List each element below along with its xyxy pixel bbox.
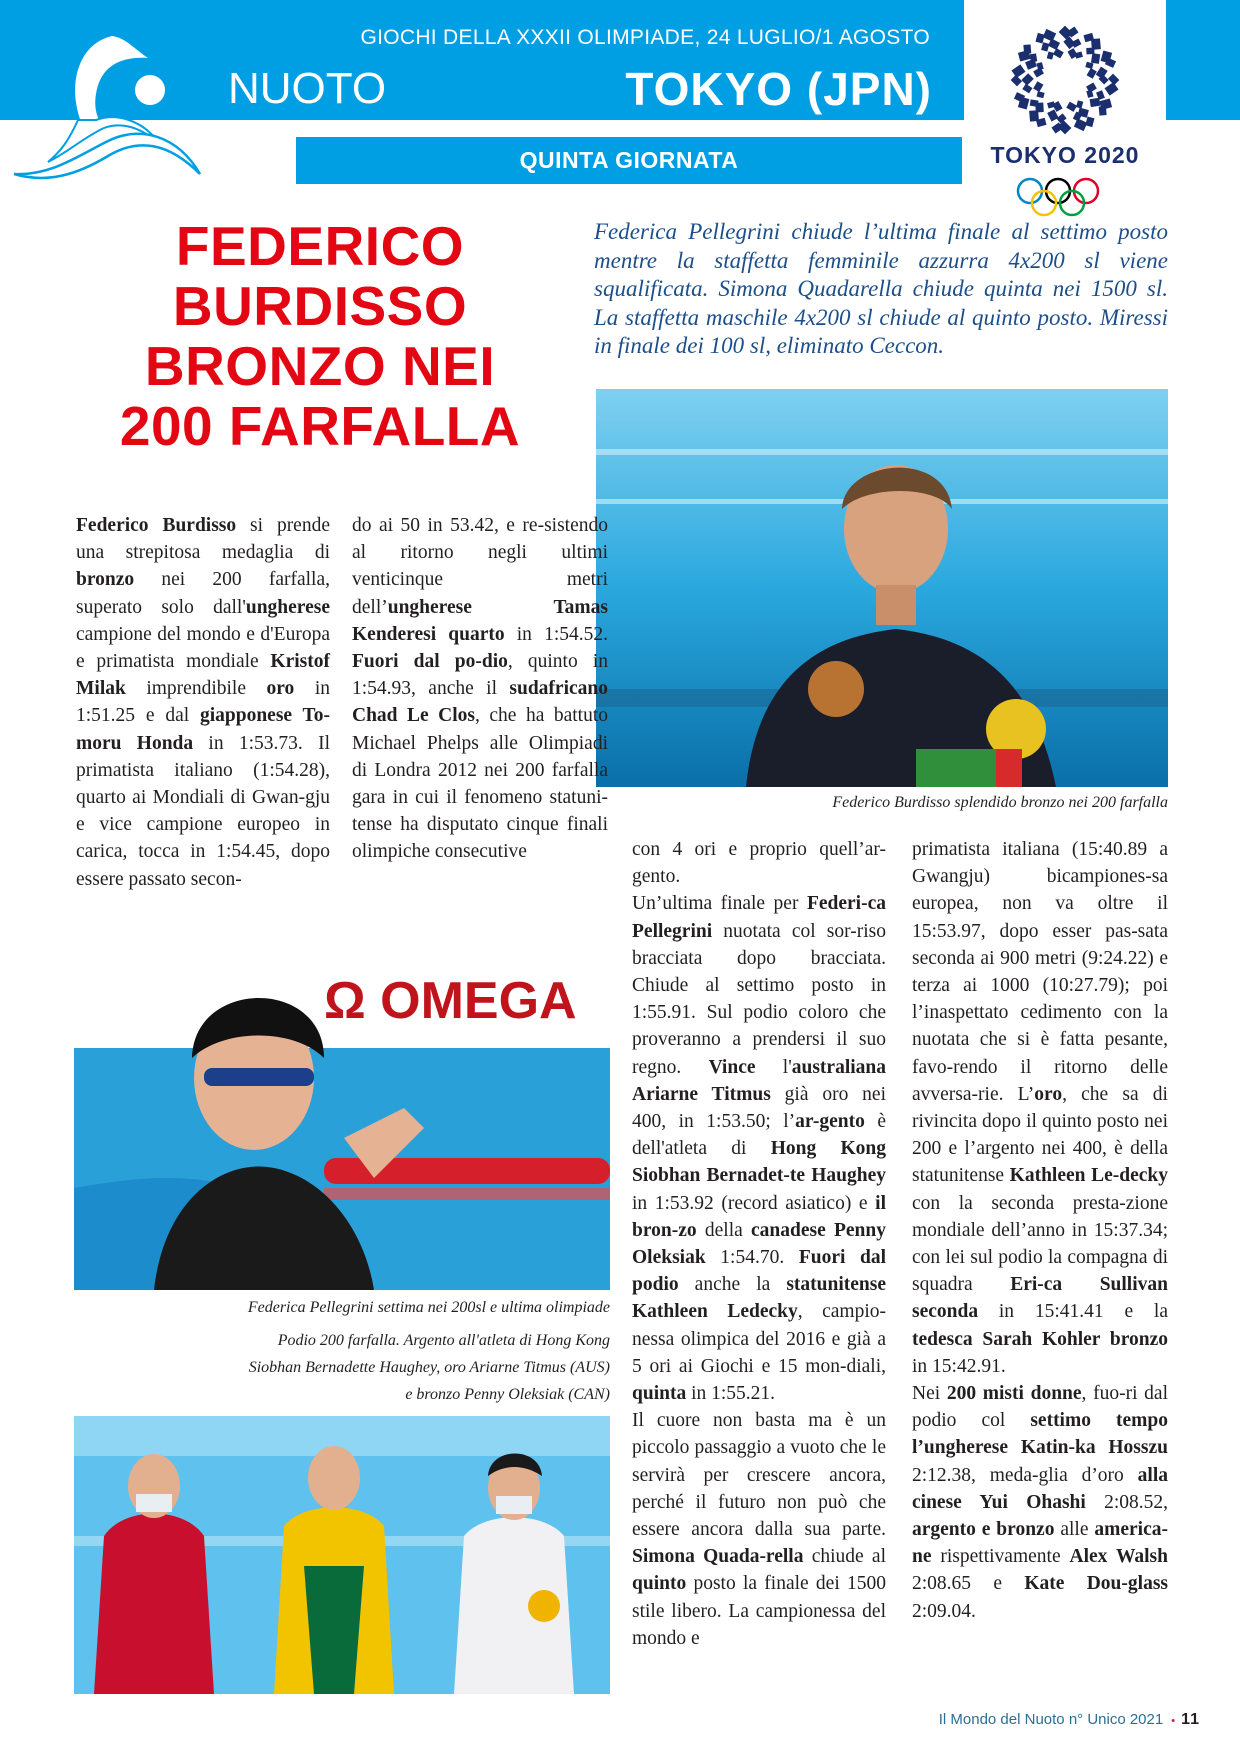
bold-run: il bron-zo — [632, 1192, 886, 1241]
emblem-check — [1035, 33, 1044, 44]
emblem-check — [1099, 106, 1107, 116]
bold-run: Fuori dal po-dio — [352, 651, 508, 673]
text-run: 2:08.52, — [1085, 1491, 1169, 1513]
emblem-check — [1096, 67, 1108, 79]
emblem-check — [1087, 68, 1097, 79]
text-run: Il cuore non basta ma è un piccolo passaggio a vuoto che le servirà per crescere ancora, perché il futuro non può che essere ancora dalla sua parte. — [632, 1410, 886, 1541]
photo-pellegrini — [74, 938, 610, 1290]
emblem-check — [1053, 48, 1064, 58]
bold-run: settimo tempo l’ungherese Katin-ka Hosszu — [912, 1410, 1168, 1459]
bold-run: sudafricano Chad Le Clos — [352, 678, 608, 727]
bold-run: quinto — [632, 1573, 687, 1595]
article-column-1 — [76, 512, 330, 893]
caption-burdisso: Federico Burdisso splendido bronzo nei 200 farfalla — [832, 794, 1168, 811]
bold-run: ungherese Tamas Kenderesi quarto — [352, 596, 608, 645]
emblem-check — [1085, 62, 1093, 69]
text-run: in 1:51.25 e dal — [76, 678, 330, 727]
bold-run: Hong Kong Siobhan Bernadet-te Haughey — [632, 1138, 887, 1187]
text-run: 2:09.04. — [912, 1600, 976, 1622]
text-run: l' — [755, 1056, 792, 1078]
text-run: anche la — [678, 1274, 787, 1296]
text-run: imprendibile — [125, 678, 267, 700]
emblem-check — [1076, 100, 1083, 108]
text-run: Nei — [912, 1383, 947, 1405]
bold-run: Kristof Milak — [76, 651, 330, 700]
caption-pellegrini-podio — [74, 1294, 610, 1408]
bold-run: 200 misti donne — [946, 1383, 1082, 1405]
text-run: alle — [1054, 1519, 1095, 1541]
emblem-check — [1043, 29, 1057, 42]
caption-pellegrini: Federica Pellegrini settima nei 200sl e ultima olimpiade — [247, 1299, 610, 1316]
emblem-check — [1030, 53, 1038, 62]
article-column-4 — [912, 836, 1168, 1625]
swimmer-logo-icon — [8, 24, 248, 189]
bold-run: america-ne — [912, 1519, 1168, 1568]
day-banner: QUINTA GIORNATA — [296, 137, 962, 184]
text-run: do ai 50 in 53.42, e re-sistendo al ritorno negli ultimi venticinque metri dell’ — [352, 515, 608, 618]
text-run: con la seconda presta-zione mondiale dell’anno in 15:37.34; con lei sul podio la compagna di squadra — [912, 1192, 1168, 1296]
text-run: in 1:55.21. — [686, 1383, 776, 1405]
emblem-check — [1030, 99, 1039, 107]
emblem-check — [1085, 117, 1094, 128]
bold-run: Kathleen Le-decky — [1009, 1165, 1168, 1187]
text-run: in 15:42.91. — [912, 1355, 1006, 1377]
photo-burdisso — [596, 389, 1168, 787]
text-run: , che sa di rivincita dopo il quinto posto nei 200 e l’argento nei 400, è della statunitense — [912, 1083, 1168, 1187]
bold-run: Simona Quada-rella — [632, 1546, 804, 1568]
omega-sign-text: Ω OMEGA — [324, 972, 577, 1030]
text-run: in 1:54.52. — [504, 623, 608, 645]
emblem-check — [1105, 82, 1119, 96]
caption-podio-line: e bronzo Penny Oleksiak (CAN) — [405, 1386, 610, 1403]
text-run: in 1:53.92 (record asiatico) e — [632, 1192, 876, 1214]
text-run: 1:54.70. — [705, 1247, 799, 1269]
bold-run: ar-gento — [795, 1111, 865, 1133]
text-run: , campio-nessa olimpica del 2016 e già a 5 ori ai Giochi e 15 mon-diali, — [632, 1301, 886, 1377]
text-run: , fuo-ri dal podio col — [912, 1383, 1168, 1432]
bold-run: tedesca Sarah Kohler bronzo — [912, 1328, 1168, 1350]
text-run: , che ha battuto Michael Phelps alle Olimpiadi di Londra 2012 nei 200 farfalla gara in cui il fenomeno statuni-tense ha disputato cinque finali olimpiche consecutive — [352, 705, 608, 863]
bold-run: giapponese To-moru Honda — [76, 705, 330, 754]
bold-run: Federico Burdisso — [76, 515, 237, 536]
emblem-check — [1011, 64, 1025, 78]
text-run: della — [696, 1219, 752, 1241]
text-run: , quinto in 1:54.93, anche il — [352, 651, 608, 700]
bold-run: Eri-ca Sullivan seconda — [912, 1274, 1168, 1323]
bold-run: ungherese — [245, 596, 330, 618]
emblem-check — [1047, 51, 1054, 59]
text-run: rispettivamente — [931, 1546, 1070, 1568]
location-title: TOKYO (JPN) — [625, 63, 932, 115]
bold-run: Vince — [708, 1056, 756, 1078]
emblem-check — [1090, 98, 1101, 107]
bullet-icon: • — [1171, 1715, 1176, 1727]
bold-run: Alex Walsh — [1069, 1546, 1168, 1568]
text-run: si prende una strepitosa medaglia di — [76, 515, 330, 564]
article-column-3 — [632, 836, 886, 1652]
emblem-check — [1023, 44, 1031, 54]
article-column-2 — [352, 512, 608, 866]
bold-run: Kate Dou-glass — [1024, 1573, 1168, 1595]
publication-name: Il Mondo del Nuoto n° Unico 2021 — [938, 1711, 1164, 1728]
text-run: in 1:53.73. Il primatista italiano (1:54.28), quarto ai Mondiali di Gwan-gju e vice campione europeo in carica, tocca in 1:54.45, dopo essere passato secon- — [76, 732, 330, 890]
bold-run: Fuori dal podio — [632, 1247, 887, 1296]
emblem-check — [1033, 81, 1043, 92]
text-run: già oro nei 400, in 1:53.50; l’ — [632, 1083, 887, 1133]
header-band-right — [1166, 0, 1240, 120]
bold-run: oro — [266, 678, 295, 700]
text-run: nei 200 farfalla, superato solo dall' — [76, 569, 330, 618]
bold-run: australiana Ariarne Titmus — [632, 1056, 887, 1105]
text-run: campione del mondo e d'Europa e primatista mondiale — [76, 623, 330, 673]
emblem-check — [1021, 73, 1033, 85]
intro-summary: Federica Pellegrini chiude l’ultima finale al settimo posto mentre la staffetta femminile azzurra 4x200 sl viene squalificata. Simona Quadarella chiude quinta nei 1500 sl. La staffetta maschile 4x200 sl chiude al quinto posto. Miressi in finale dei 100 sl, eliminato Ceccon. — [594, 219, 1168, 358]
event-line: GIOCHI DELLA XXXII OLIMPIADE, 24 LUGLIO/1 AGOSTO — [360, 26, 930, 49]
bold-run: statunitense Kathleen Ledecky — [632, 1274, 886, 1323]
section-title: NUOTO — [228, 64, 387, 113]
caption-podio-line: Siobhan Bernadette Haughey, oro Ariarne Titmus (AUS) — [248, 1359, 610, 1376]
bold-run: bronzo — [76, 569, 135, 591]
headline — [70, 216, 570, 456]
emblem-check — [1041, 42, 1049, 51]
text-run: posto la finale dei 1500 stile libero. La campionessa del mondo e — [632, 1573, 886, 1649]
text-run: chiude al — [803, 1546, 886, 1568]
page-footer — [900, 1711, 1200, 1729]
olympic-rings-icon — [1010, 175, 1120, 220]
tokyo2020-text: TOKYO 2020 — [990, 142, 1140, 168]
bold-run: argento e bronzo — [912, 1519, 1055, 1541]
headline-line: FEDERICO — [175, 215, 465, 277]
text-run: 2:08.65 e — [912, 1573, 1025, 1595]
text-run: in 15:41.41 e la — [978, 1301, 1168, 1323]
text-run: con 4 ori e proprio quell’ar-gento. — [632, 839, 886, 888]
text-run: nuotata col sor-riso bracciata dopo bracciata. Chiude al settimo posto in 1:55.91. Sul podio coloro che proveranno a prendersi il suo regno. — [632, 920, 886, 1078]
bold-run: Federi-ca Pellegrini — [632, 893, 886, 942]
page-number: 11 — [1181, 1711, 1200, 1728]
caption-podio-line: Podio 200 farfalla. Argento all'atleta di Hong Kong — [277, 1332, 610, 1349]
headline-line: 200 FARFALLA — [119, 395, 521, 457]
bold-run: alla cinese Yui Ohashi — [912, 1464, 1168, 1513]
emblem-check — [1074, 118, 1088, 131]
emblem-check — [1091, 53, 1100, 64]
text-run: primatista italiana (15:40.89 a Gwangju) bicampiones-sa europea, non va oltre il 15:53.97, dopo esser pas-sata seconda ai 900 metri (9:24.22) e terza ai 1000 (10:27.79); poi l’inaspettato cedimento con la nuotata che si è fatta pesante, favo-rendo il ritorno delle avversa-rie. L’ — [912, 839, 1168, 1105]
bold-run: quinta — [632, 1383, 687, 1405]
emblem-check — [1066, 102, 1077, 112]
emblem-check — [1036, 91, 1044, 98]
headline-line: BURDISSO — [172, 275, 468, 337]
headline-line: BRONZO NEI — [144, 335, 496, 397]
bold-run: oro — [1034, 1083, 1063, 1105]
bold-run: canadese Penny Oleksiak — [632, 1219, 886, 1269]
emblem-check — [1071, 38, 1081, 47]
photo-podio — [74, 1416, 610, 1694]
text-run: 2:12.38, meda-glia d’oro — [912, 1464, 1138, 1486]
text-run: Un’ultima finale per — [632, 893, 807, 915]
text-run: è dell'atleta di — [632, 1111, 886, 1160]
